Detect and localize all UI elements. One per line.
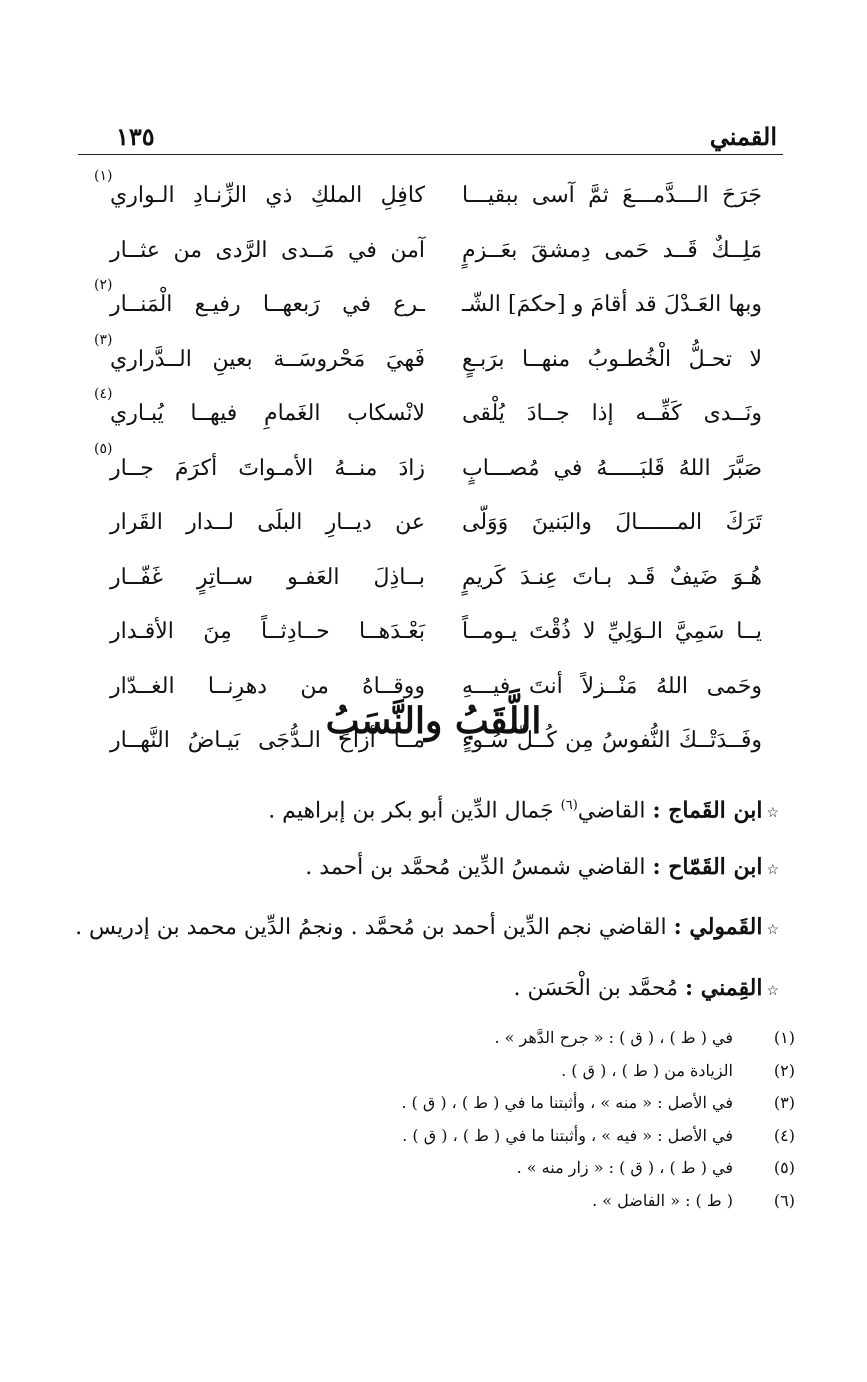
footnote-text: في الأصل : « منه » ، وأثبتنا ما في ( ط ) ، ( ق ) . — [401, 1093, 733, 1112]
star-icon: ☆ — [766, 982, 779, 999]
entry-name: القِمني : — [685, 974, 763, 1001]
verse — [100, 505, 772, 560]
footnote-number: (٦) — [773, 1190, 795, 1210]
footnote-marker: (٥) — [94, 440, 113, 457]
first-hemistich: مَلِــكٌ قَــد حَمى دِمشقَ بعَــزمٍ — [462, 237, 762, 263]
verse — [94, 168, 772, 233]
footnote-marker: (٢) — [94, 277, 113, 293]
star-icon: ☆ — [766, 922, 779, 938]
page-header — [78, 118, 783, 158]
header-rule — [78, 154, 783, 155]
first-hemistich: صَبَّرَ اللهُ قَلبَـــــهُ في مُصـــابٍ — [462, 455, 762, 481]
footnote-marker: (٣) — [94, 331, 113, 348]
second-hemistich: مــا أزاحَ الـدُّجَى بَيـاضُ النَّهــار — [110, 728, 425, 753]
footnote — [195, 1026, 795, 1059]
entry-text: القاضي نجم الدِّين أحمد بن مُحمَّد . ونجمُ الدِّين محمد بن إدريس . — [75, 915, 674, 940]
entry-text: القاضي شمسُ الدِّين مُحمَّد بن أحمد . — [305, 854, 653, 880]
entry-name: ابن القَمّاح : — [652, 853, 763, 880]
footnote-text: في ( ط ) ، ( ق ) : « زار منه » . — [516, 1158, 733, 1177]
star-icon: ☆ — [766, 805, 779, 822]
star-icon: ☆ — [766, 861, 779, 878]
second-hemistich: بــاذِلَ العَفـو ســاتِرٍ غَفّــار — [110, 564, 425, 590]
footnote-number: (٢) — [773, 1060, 795, 1080]
entry-name: ابن القَماج : — [652, 797, 763, 824]
entry — [79, 851, 779, 912]
second-hemistich: ـرع في رَبعهــا رفيـع الْمَنــار — [110, 292, 425, 317]
first-hemistich: لا تحـلُّ الْخُطـوبُ منهــا برَبـعٍ — [462, 346, 762, 372]
entry-text-continued: جَمال الدِّين أبو بكر بن إبراهيم . — [268, 798, 561, 824]
footnote-number: (١) — [773, 1028, 795, 1047]
verse — [94, 277, 772, 342]
footnote — [195, 1124, 795, 1157]
verse — [100, 560, 772, 615]
first-hemistich: وحَمى اللهُ مَنْــزلاً أنتَ فيـــهِ — [462, 673, 762, 699]
footnote-text: في الأصل : « فيه » ، وأثبتنا ما في ( ط ) ، ( ق ) . — [402, 1125, 733, 1145]
second-hemistich: عن ديــارِ البلَى لــدار القَرار — [110, 510, 425, 535]
entry — [79, 972, 779, 1033]
footnotes — [195, 1026, 795, 1221]
verse — [94, 440, 772, 506]
verse — [94, 331, 772, 397]
footnote-marker: (١) — [94, 168, 113, 184]
second-hemistich: لانْسكاب الغَمامِ فيهــا يُبـاري — [110, 401, 425, 426]
footnote-text: الزيادة من ( ط ) ، ( ق ) . — [561, 1060, 733, 1080]
second-hemistich: زادَ منــهُ الأمـواتَ أكرَمَ جــار — [110, 455, 425, 481]
entries-list — [75, 790, 779, 1032]
entry-name: القَمولي : — [673, 914, 763, 940]
footnote — [195, 1059, 795, 1092]
second-hemistich: فَهيَ مَحْروسَــة بعينِ الــدَّراري — [110, 346, 425, 372]
second-hemistich: كافِلِ الملكِ ذي الزِّنـادِ الـواري — [110, 183, 425, 208]
first-hemistich: تَرَكَ المــــــالَ والبَنينَ وَوَلّى — [462, 510, 762, 535]
second-hemistich: بَعْـدَهــا حــادِثــاً مِنَ الأقـدار — [110, 619, 425, 644]
verse — [94, 386, 772, 451]
first-hemistich: جَرَحَ الـــدَّمـــعَ ثمَّ آسى ببقيـــا — [462, 183, 762, 208]
verse — [100, 614, 772, 669]
second-hemistich: ووقــاهُ من دهرِنــا الغــدّار — [110, 673, 425, 699]
footnote — [195, 1091, 795, 1124]
entry — [75, 911, 779, 972]
first-hemistich: هُـوَ ضَيفٌ قَـد بـاتَ عِنـدَ كَريمٍ — [462, 564, 762, 590]
entry-text: مُحمَّد بن الْحَسَن . — [513, 975, 686, 1001]
footnote-number: (٣) — [773, 1093, 795, 1112]
running-title: القمني — [709, 122, 777, 151]
poem — [94, 168, 772, 778]
footnote — [195, 1189, 795, 1222]
footnote-marker: (٦) — [560, 798, 578, 813]
second-hemistich: آمن في مَــدى الرَّدى من عثــار — [110, 237, 425, 263]
footnote-text: ( ط ) : « الفاضل » . — [592, 1190, 733, 1210]
first-hemistich: وبها العَـدْلَ قد أقامَ و [حكمَ] الشّـ — [462, 292, 762, 317]
first-hemistich: يــا سَمِيَّ الـوَلِيِّ لا ذُقْتَ يـومــاً — [462, 619, 762, 644]
footnote-number: (٥) — [773, 1158, 795, 1177]
page-number: ١٣٥ — [116, 122, 155, 151]
section-title: اللَّقَبُ والنَّسَبُ — [325, 700, 542, 742]
footnote-text: في ( ط ) ، ( ق ) : « جرح الدَّهر » . — [494, 1028, 733, 1047]
first-hemistich: ونَــدى كَفِّــه إذا جــادَ يُلْقى — [462, 401, 762, 426]
entry — [79, 790, 779, 851]
footnote — [195, 1156, 795, 1189]
entry-text: القاضي — [577, 798, 653, 824]
first-hemistich: وفَــدَتْــكَ النُّفوسُ مِن كُــلِّ سُـوءٍ — [462, 728, 762, 753]
footnote-marker: (٤) — [94, 386, 113, 402]
footnote-number: (٤) — [773, 1125, 795, 1145]
verse — [100, 233, 772, 288]
